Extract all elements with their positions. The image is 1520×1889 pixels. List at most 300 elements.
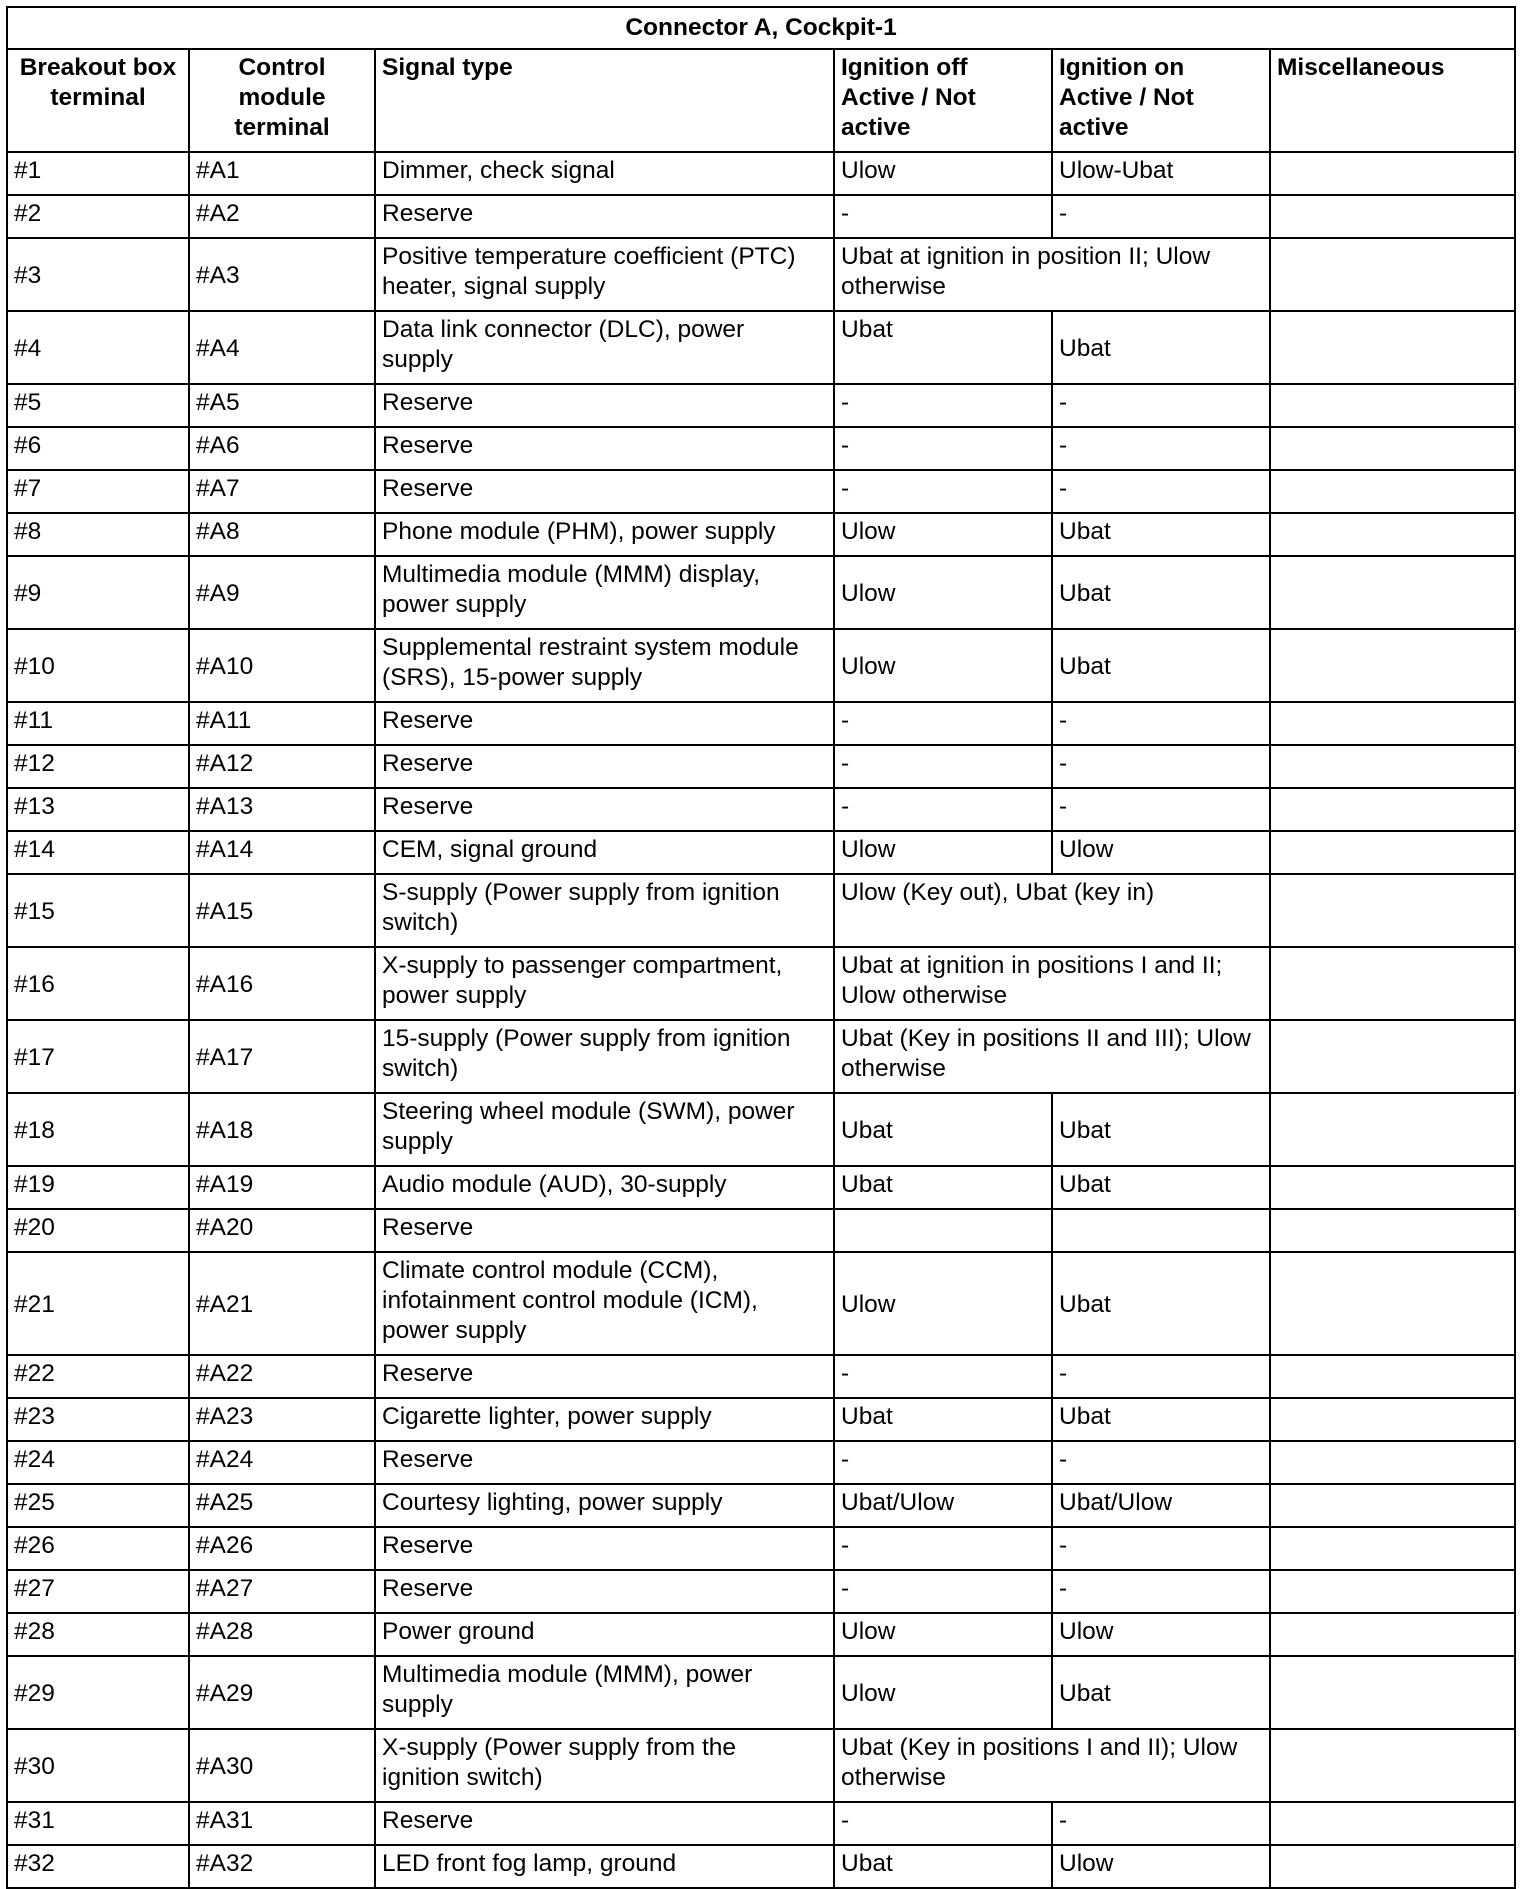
table-row	[7, 947, 1515, 1020]
breakout-terminal-cell: #18	[7, 1093, 189, 1166]
ignition-off-cell	[834, 745, 1052, 788]
cell-line: Reserve	[382, 750, 474, 777]
breakout-terminal-cell: #19	[7, 1166, 189, 1209]
module-terminal-cell: #A27	[189, 1570, 375, 1613]
ignition-on-cell	[1052, 152, 1270, 195]
miscellaneous-cell	[1270, 1845, 1515, 1888]
ignition-on-cell	[1052, 1527, 1270, 1570]
cell-line: Multimedia module (MMM), power	[382, 1661, 753, 1688]
cell-line: 15-supply (Power supply from ignition	[382, 1025, 791, 1052]
signal-type-cell	[375, 1656, 834, 1729]
cell-line: -	[1059, 1575, 1068, 1602]
miscellaneous-cell	[1270, 238, 1515, 311]
cell-line: Ulow	[841, 157, 896, 184]
cell-line: Supplemental restraint system module	[382, 634, 799, 661]
miscellaneous-cell	[1270, 311, 1515, 384]
table-row	[7, 1398, 1515, 1441]
breakout-terminal-cell: #22	[7, 1355, 189, 1398]
breakout-terminal-cell: #26	[7, 1527, 189, 1570]
col-header-ignition-on	[1052, 49, 1270, 152]
col-header-ignition-off	[834, 49, 1052, 152]
table-row	[7, 195, 1515, 238]
table-row	[7, 384, 1515, 427]
ignition-on-cell	[1052, 1613, 1270, 1656]
cell-line: Ubat	[1059, 653, 1111, 680]
cell-line: X-supply to passenger compartment,	[382, 952, 783, 979]
breakout-terminal-cell: #21	[7, 1252, 189, 1355]
cell-line: -	[841, 475, 850, 502]
cell-line: Ubat	[841, 1850, 893, 1877]
ignition-on-cell	[1052, 702, 1270, 745]
breakout-terminal-cell: #4	[7, 311, 189, 384]
module-terminal-cell: #A25	[189, 1484, 375, 1527]
cell-line: -	[841, 1532, 850, 1559]
signal-type-cell	[375, 1209, 834, 1252]
breakout-terminal-cell: #16	[7, 947, 189, 1020]
table-row	[7, 1209, 1515, 1252]
breakout-terminal-cell: #2	[7, 195, 189, 238]
cell-line: -	[841, 793, 850, 820]
cell-line: -	[1059, 707, 1068, 734]
module-terminal-cell: #A31	[189, 1802, 375, 1845]
signal-type-cell	[375, 384, 834, 427]
breakout-terminal-cell: #29	[7, 1656, 189, 1729]
table-row	[7, 1166, 1515, 1209]
table-row	[7, 1729, 1515, 1802]
col-header-line: terminal	[234, 114, 330, 141]
cell-line: X-supply (Power supply from the	[382, 1734, 737, 1761]
miscellaneous-cell	[1270, 1166, 1515, 1209]
table-row	[7, 152, 1515, 195]
cell-line: Ubat	[841, 1117, 893, 1144]
cell-line: Ulow	[841, 653, 896, 680]
miscellaneous-cell	[1270, 1802, 1515, 1845]
ignition-on-cell	[1052, 470, 1270, 513]
breakout-terminal-cell: #12	[7, 745, 189, 788]
signal-type-cell	[375, 238, 834, 311]
ignition-on-cell	[1052, 1570, 1270, 1613]
miscellaneous-cell	[1270, 947, 1515, 1020]
cell-line: -	[1059, 200, 1068, 227]
miscellaneous-cell	[1270, 556, 1515, 629]
module-terminal-cell: #A17	[189, 1020, 375, 1093]
ignition-on-cell	[1052, 384, 1270, 427]
cell-line: Ubat	[1059, 335, 1111, 362]
cell-line: Ubat (Key in positions II and III); Ulow	[841, 1025, 1251, 1052]
module-terminal-cell: #A13	[189, 788, 375, 831]
miscellaneous-cell	[1270, 1729, 1515, 1802]
miscellaneous-cell	[1270, 1570, 1515, 1613]
miscellaneous-cell	[1270, 874, 1515, 947]
breakout-terminal-cell: #27	[7, 1570, 189, 1613]
cell-line: Ulow	[841, 580, 896, 607]
signal-type-cell	[375, 1252, 834, 1355]
ignition-off-cell	[834, 831, 1052, 874]
ignition-off-cell	[834, 1209, 1052, 1252]
cell-line: -	[841, 1575, 850, 1602]
table-row	[7, 1484, 1515, 1527]
module-terminal-cell: #A16	[189, 947, 375, 1020]
signal-type-cell	[375, 427, 834, 470]
table-row	[7, 1845, 1515, 1888]
table-row	[7, 1527, 1515, 1570]
table-row	[7, 311, 1515, 384]
cell-line: -	[841, 707, 850, 734]
signal-type-cell	[375, 556, 834, 629]
cell-line: ignition switch)	[382, 1764, 543, 1791]
col-header-breakout-box-terminal	[7, 49, 189, 152]
cell-line: Phone module (PHM), power supply	[382, 518, 776, 545]
breakout-terminal-cell: #1	[7, 152, 189, 195]
ignition-off-cell	[834, 1656, 1052, 1729]
col-header-line: Ignition on	[1059, 54, 1185, 81]
module-terminal-cell: #A20	[189, 1209, 375, 1252]
signal-type-cell	[375, 1166, 834, 1209]
cell-line: S-supply (Power supply from ignition	[382, 879, 780, 906]
miscellaneous-cell	[1270, 1355, 1515, 1398]
module-terminal-cell: #A23	[189, 1398, 375, 1441]
miscellaneous-cell	[1270, 745, 1515, 788]
signal-type-cell	[375, 1441, 834, 1484]
miscellaneous-cell	[1270, 195, 1515, 238]
ignition-off-cell	[834, 1802, 1052, 1845]
miscellaneous-cell	[1270, 1252, 1515, 1355]
col-header-miscellaneous	[1270, 49, 1515, 152]
breakout-terminal-cell: #6	[7, 427, 189, 470]
miscellaneous-cell	[1270, 831, 1515, 874]
col-header-line: Breakout box	[19, 54, 177, 81]
ignition-off-cell	[834, 1355, 1052, 1398]
miscellaneous-cell	[1270, 1398, 1515, 1441]
breakout-terminal-cell: #32	[7, 1845, 189, 1888]
cell-line: Ubat at ignition in positions I and II;	[841, 952, 1223, 979]
miscellaneous-cell	[1270, 702, 1515, 745]
miscellaneous-cell	[1270, 1613, 1515, 1656]
miscellaneous-cell	[1270, 788, 1515, 831]
module-terminal-cell: #A28	[189, 1613, 375, 1656]
cell-line: Positive temperature coefficient (PTC)	[382, 243, 796, 270]
breakout-terminal-cell: #25	[7, 1484, 189, 1527]
breakout-terminal-cell: #23	[7, 1398, 189, 1441]
ignition-status-cell	[834, 1020, 1270, 1093]
signal-type-cell	[375, 513, 834, 556]
col-header-line: Active / Not	[1059, 84, 1194, 111]
signal-type-cell	[375, 702, 834, 745]
signal-type-cell	[375, 1020, 834, 1093]
ignition-off-cell	[834, 1166, 1052, 1209]
module-terminal-cell: #A1	[189, 152, 375, 195]
miscellaneous-cell	[1270, 470, 1515, 513]
ignition-status-cell	[834, 947, 1270, 1020]
cell-line: Ulow-Ubat	[1059, 157, 1174, 184]
cell-line: Reserve	[382, 1360, 474, 1387]
signal-type-cell	[375, 1802, 834, 1845]
breakout-terminal-cell: #3	[7, 238, 189, 311]
cell-line: supply	[382, 1691, 453, 1718]
ignition-off-cell	[834, 1252, 1052, 1355]
signal-type-cell	[375, 1845, 834, 1888]
signal-type-cell	[375, 1355, 834, 1398]
ignition-on-cell	[1052, 1252, 1270, 1355]
signal-type-cell	[375, 1570, 834, 1613]
table-row	[7, 1355, 1515, 1398]
table-title: Connector A, Cockpit-1	[7, 7, 1515, 49]
ignition-off-cell	[834, 152, 1052, 195]
breakout-terminal-cell: #15	[7, 874, 189, 947]
miscellaneous-cell	[1270, 1527, 1515, 1570]
ignition-off-cell	[834, 1398, 1052, 1441]
ignition-off-cell	[834, 1845, 1052, 1888]
cell-line: Ubat/Ulow	[841, 1489, 955, 1516]
cell-line: -	[1059, 1360, 1068, 1387]
miscellaneous-cell	[1270, 1020, 1515, 1093]
cell-line: Ubat/Ulow	[1059, 1489, 1173, 1516]
cell-line: Ulow	[841, 1291, 896, 1318]
ignition-status-cell	[834, 238, 1270, 311]
module-terminal-cell: #A21	[189, 1252, 375, 1355]
signal-type-cell	[375, 1484, 834, 1527]
ignition-off-cell	[834, 470, 1052, 513]
cell-line: Climate control module (CCM),	[382, 1257, 719, 1284]
cell-line: -	[1059, 1446, 1068, 1473]
signal-type-cell	[375, 1093, 834, 1166]
cell-line: CEM, signal ground	[382, 836, 598, 863]
breakout-terminal-cell: #11	[7, 702, 189, 745]
miscellaneous-cell	[1270, 1484, 1515, 1527]
col-header-signal-type	[375, 49, 834, 152]
ignition-on-cell	[1052, 195, 1270, 238]
ignition-on-cell	[1052, 1355, 1270, 1398]
table-row	[7, 556, 1515, 629]
cell-line: Courtesy lighting, power supply	[382, 1489, 723, 1516]
signal-type-cell	[375, 831, 834, 874]
signal-type-cell	[375, 470, 834, 513]
cell-line: -	[841, 200, 850, 227]
cell-line: -	[841, 1807, 850, 1834]
cell-line: -	[1059, 389, 1068, 416]
cell-line: switch)	[382, 909, 459, 936]
module-terminal-cell: #A9	[189, 556, 375, 629]
miscellaneous-cell	[1270, 629, 1515, 702]
signal-type-cell	[375, 1613, 834, 1656]
table-row	[7, 831, 1515, 874]
module-terminal-cell: #A5	[189, 384, 375, 427]
miscellaneous-cell	[1270, 427, 1515, 470]
miscellaneous-cell	[1270, 1093, 1515, 1166]
cell-line: -	[841, 389, 850, 416]
cell-line: Reserve	[382, 389, 474, 416]
ignition-on-cell	[1052, 1656, 1270, 1729]
cell-line: infotainment control module (ICM),	[382, 1287, 758, 1314]
cell-line: Ubat	[1059, 1291, 1111, 1318]
table-row	[7, 1093, 1515, 1166]
connector-pinout-table	[6, 6, 1516, 1889]
breakout-terminal-cell: #14	[7, 831, 189, 874]
cell-line: LED front fog lamp, ground	[382, 1850, 677, 1877]
ignition-on-cell	[1052, 513, 1270, 556]
module-terminal-cell: #A2	[189, 195, 375, 238]
signal-type-cell	[375, 311, 834, 384]
table-row	[7, 702, 1515, 745]
cell-line: Ulow	[841, 836, 896, 863]
col-header-control-module-terminal	[189, 49, 375, 152]
breakout-terminal-cell: #5	[7, 384, 189, 427]
miscellaneous-cell	[1270, 384, 1515, 427]
col-header-line: Active / Not	[841, 84, 976, 111]
ignition-on-cell	[1052, 1209, 1270, 1252]
ignition-on-cell	[1052, 1484, 1270, 1527]
cell-line: -	[1059, 475, 1068, 502]
cell-line: power supply	[382, 591, 527, 618]
miscellaneous-cell	[1270, 1656, 1515, 1729]
cell-line: -	[841, 1360, 850, 1387]
table-row	[7, 1441, 1515, 1484]
cell-line: Audio module (AUD), 30-supply	[382, 1171, 727, 1198]
cell-line: -	[1059, 432, 1068, 459]
cell-line: Ubat	[1059, 518, 1111, 545]
cell-line: Reserve	[382, 200, 474, 227]
cell-line: Ubat	[1059, 1403, 1111, 1430]
cell-line: -	[1059, 750, 1068, 777]
module-terminal-cell: #A18	[189, 1093, 375, 1166]
ignition-off-cell	[834, 311, 1052, 384]
col-header-line: Ignition off	[841, 54, 968, 81]
cell-line: -	[1059, 1807, 1068, 1834]
cell-line: Reserve	[382, 475, 474, 502]
col-header-line: module	[238, 84, 326, 111]
table-row	[7, 788, 1515, 831]
breakout-terminal-cell: #8	[7, 513, 189, 556]
cell-line: Ubat	[1059, 1117, 1111, 1144]
module-terminal-cell: #A8	[189, 513, 375, 556]
module-terminal-cell: #A19	[189, 1166, 375, 1209]
module-terminal-cell: #A10	[189, 629, 375, 702]
table-row	[7, 874, 1515, 947]
miscellaneous-cell	[1270, 513, 1515, 556]
signal-type-cell	[375, 745, 834, 788]
cell-line: Reserve	[382, 1532, 474, 1559]
breakout-terminal-cell: #28	[7, 1613, 189, 1656]
module-terminal-cell: #A14	[189, 831, 375, 874]
module-terminal-cell: #A3	[189, 238, 375, 311]
signal-type-cell	[375, 788, 834, 831]
ignition-on-cell	[1052, 1802, 1270, 1845]
cell-line: Ulow	[841, 1680, 896, 1707]
breakout-terminal-cell: #20	[7, 1209, 189, 1252]
breakout-terminal-cell: #17	[7, 1020, 189, 1093]
signal-type-cell	[375, 947, 834, 1020]
signal-type-cell	[375, 874, 834, 947]
ignition-on-cell	[1052, 745, 1270, 788]
cell-line: Ulow (Key out), Ubat (key in)	[841, 879, 1155, 906]
module-terminal-cell: #A6	[189, 427, 375, 470]
cell-line: supply	[382, 346, 453, 373]
cell-line: Ulow	[1059, 836, 1114, 863]
table-row	[7, 470, 1515, 513]
ignition-off-cell	[834, 1527, 1052, 1570]
cell-line: supply	[382, 1128, 453, 1155]
cell-line: otherwise	[841, 1764, 946, 1791]
ignition-on-cell	[1052, 556, 1270, 629]
col-header-line: Control	[238, 54, 326, 81]
col-header-line: active	[841, 114, 911, 141]
cell-line: Ubat (Key in positions I and II); Ulow	[841, 1734, 1238, 1761]
breakout-terminal-cell: #10	[7, 629, 189, 702]
table-row	[7, 745, 1515, 788]
breakout-terminal-cell: #24	[7, 1441, 189, 1484]
ignition-on-cell	[1052, 1398, 1270, 1441]
ignition-on-cell	[1052, 311, 1270, 384]
cell-line: power supply	[382, 982, 527, 1009]
table-row	[7, 1802, 1515, 1845]
ignition-status-cell	[834, 874, 1270, 947]
cell-line: otherwise	[841, 273, 946, 300]
table-row	[7, 1252, 1515, 1355]
ignition-off-cell	[834, 1613, 1052, 1656]
cell-line: otherwise	[841, 1055, 946, 1082]
cell-line: switch)	[382, 1055, 459, 1082]
cell-line: Ulow	[841, 1618, 896, 1645]
module-terminal-cell: #A29	[189, 1656, 375, 1729]
cell-line: Ubat	[841, 1403, 893, 1430]
table-row	[7, 629, 1515, 702]
cell-line: Ubat at ignition in position II; Ulow	[841, 243, 1211, 270]
module-terminal-cell: #A30	[189, 1729, 375, 1802]
ignition-off-cell	[834, 702, 1052, 745]
ignition-off-cell	[834, 427, 1052, 470]
breakout-terminal-cell: #13	[7, 788, 189, 831]
ignition-on-cell	[1052, 1845, 1270, 1888]
cell-line: Ulow	[1059, 1618, 1114, 1645]
cell-line: Ubat	[841, 316, 893, 343]
ignition-off-cell	[834, 513, 1052, 556]
cell-line: Ubat	[1059, 1680, 1111, 1707]
signal-type-cell	[375, 152, 834, 195]
cell-line: (SRS), 15-power supply	[382, 664, 643, 691]
cell-line: Reserve	[382, 1214, 474, 1241]
cell-line: -	[841, 432, 850, 459]
module-terminal-cell: #A22	[189, 1355, 375, 1398]
table-row	[7, 427, 1515, 470]
cell-line: Data link connector (DLC), power	[382, 316, 745, 343]
ignition-off-cell	[834, 556, 1052, 629]
breakout-terminal-cell: #7	[7, 470, 189, 513]
signal-type-cell	[375, 1729, 834, 1802]
ignition-on-cell	[1052, 1441, 1270, 1484]
table-body	[7, 152, 1515, 1888]
module-terminal-cell: #A26	[189, 1527, 375, 1570]
ignition-on-cell	[1052, 1093, 1270, 1166]
ignition-on-cell	[1052, 629, 1270, 702]
cell-line: heater, signal supply	[382, 273, 606, 300]
signal-type-cell	[375, 629, 834, 702]
ignition-off-cell	[834, 788, 1052, 831]
ignition-on-cell	[1052, 427, 1270, 470]
cell-line: Reserve	[382, 707, 474, 734]
cell-line: Power ground	[382, 1618, 535, 1645]
ignition-off-cell	[834, 1441, 1052, 1484]
ignition-on-cell	[1052, 831, 1270, 874]
ignition-status-cell	[834, 1729, 1270, 1802]
table-row	[7, 1570, 1515, 1613]
breakout-terminal-cell: #30	[7, 1729, 189, 1802]
cell-line: Ubat	[841, 1171, 893, 1198]
ignition-off-cell	[834, 629, 1052, 702]
col-header-line: active	[1059, 114, 1129, 141]
cell-line: Ulow otherwise	[841, 982, 1008, 1009]
ignition-off-cell	[834, 384, 1052, 427]
cell-line: Reserve	[382, 793, 474, 820]
